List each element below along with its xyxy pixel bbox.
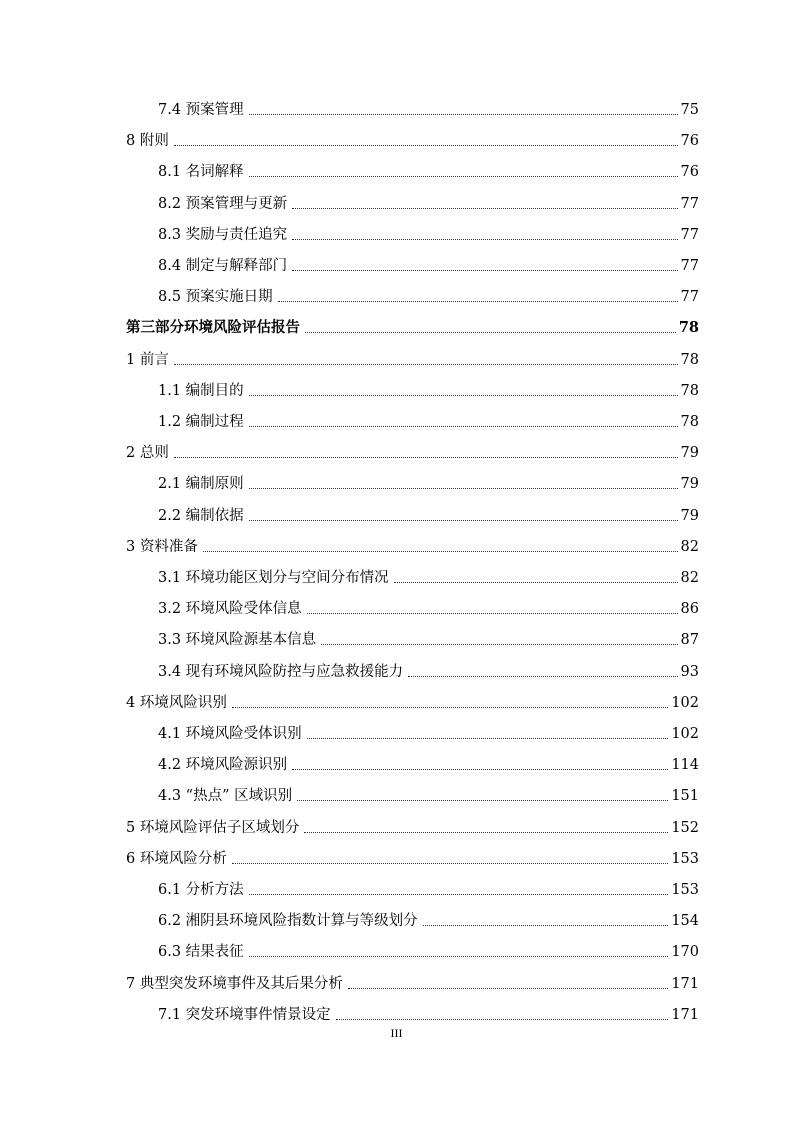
dot-leader <box>292 768 668 770</box>
toc-entry-page: 153 <box>671 882 699 898</box>
toc-entry-page: 86 <box>680 601 699 618</box>
toc-entry-page: 77 <box>680 195 699 212</box>
toc-entry-title: 4.1 环境风险受体识别 <box>158 726 302 742</box>
toc-entry[interactable] <box>158 999 699 1025</box>
toc-entry[interactable] <box>158 468 699 494</box>
dot-leader <box>249 175 678 177</box>
toc-entry-page: 102 <box>671 694 699 711</box>
toc-entry[interactable] <box>158 749 699 775</box>
toc-entry-title: 2.2 编制依据 <box>158 507 244 524</box>
dot-leader <box>232 706 668 708</box>
dot-leader <box>321 643 677 645</box>
toc-entry-title: 4.2 环境风险源识别 <box>158 757 288 774</box>
toc-entry-title: 8.5 预案实施日期 <box>158 289 273 306</box>
toc-entry[interactable] <box>158 562 699 588</box>
toc-entry[interactable] <box>126 125 699 151</box>
toc-entry-title: 7.4 预案管理 <box>158 102 244 118</box>
toc-entry-title: 4 环境风险识别 <box>126 694 227 711</box>
page-number: III <box>390 1026 403 1040</box>
toc-entry-title: 3.3 环境风险源基本信息 <box>158 632 317 649</box>
toc-entry[interactable] <box>158 874 699 900</box>
toc-entry-title: 3.2 环境风险受体信息 <box>158 601 302 618</box>
toc-entry-title: 1.1 编制目的 <box>158 382 244 399</box>
dot-leader <box>232 862 668 864</box>
dot-leader <box>307 612 678 614</box>
dot-leader <box>336 1018 669 1020</box>
toc-entry[interactable] <box>158 624 699 650</box>
toc-entry-title: 8.1 名词解释 <box>158 164 244 181</box>
toc-entry[interactable] <box>158 936 699 962</box>
toc-entry-title: 3.4 现有环境风险防控与应急救援能力 <box>158 663 404 680</box>
toc-entry-page: 171 <box>671 1006 699 1023</box>
toc-entry-page: 151 <box>671 788 699 805</box>
toc-entry-title: 2 总则 <box>126 445 169 462</box>
toc-entry-title: 4.3 “热点” 区域识别 <box>158 788 293 805</box>
toc-entry[interactable] <box>158 593 699 619</box>
dot-leader <box>174 363 678 365</box>
toc-entry[interactable] <box>158 219 699 245</box>
toc-entry-page: 78 <box>680 382 699 399</box>
toc-entry[interactable] <box>126 968 699 994</box>
toc-entry-title: 8.2 预案管理与更新 <box>158 195 288 212</box>
toc-entry-page: 102 <box>671 726 699 742</box>
toc-entry-page: 79 <box>680 445 699 462</box>
toc-entry-title: 6.3 结果表征 <box>158 944 244 961</box>
toc-entry-page: 82 <box>680 538 699 555</box>
toc-entry-title: 3 资料准备 <box>126 538 198 555</box>
toc-entry[interactable] <box>126 437 699 463</box>
toc-entry[interactable] <box>158 250 699 276</box>
toc-entry-title: 6 环境风险分析 <box>126 850 227 867</box>
dot-leader <box>348 987 668 989</box>
dot-leader <box>249 425 678 427</box>
dot-leader <box>174 456 678 458</box>
dot-leader <box>249 519 678 521</box>
toc-entry-title: 3.1 环境功能区划分与空间分布情况 <box>158 570 389 586</box>
toc-entry[interactable] <box>158 281 699 307</box>
toc-entry-title: 7.1 突发环境事件情景设定 <box>158 1006 331 1023</box>
toc-entry[interactable] <box>158 780 699 806</box>
toc-entry-title: 8.4 制定与解释部门 <box>158 258 288 274</box>
toc-entry-page: 78 <box>680 351 699 368</box>
dot-leader <box>249 955 669 957</box>
dot-leader <box>394 581 678 583</box>
toc-entry-title: 6.1 分析方法 <box>158 882 244 898</box>
toc-entry[interactable] <box>158 94 699 120</box>
toc-entry-page: 152 <box>671 819 699 836</box>
toc-entry-title: 5 环境风险评估子区域划分 <box>126 819 300 836</box>
toc-entry[interactable] <box>126 312 699 338</box>
toc-entry[interactable] <box>126 843 699 869</box>
toc-entry-page: 77 <box>680 226 699 243</box>
toc-entry-page: 79 <box>680 476 699 493</box>
toc-entry[interactable] <box>158 406 699 432</box>
dot-leader <box>249 893 669 895</box>
dot-leader <box>249 487 678 489</box>
toc-entry-page: 114 <box>671 757 699 774</box>
toc-entry-page: 170 <box>671 944 699 961</box>
dot-leader <box>249 113 678 115</box>
toc-entry-page: 77 <box>680 289 699 306</box>
dot-leader <box>278 300 678 302</box>
toc-entry-page: 78 <box>680 414 699 430</box>
toc-entry[interactable] <box>158 656 699 682</box>
toc-entry-title: 第三部分环境风险评估报告 <box>126 319 300 337</box>
dot-leader <box>304 831 668 833</box>
dot-leader <box>249 394 678 396</box>
toc-entry-title: 1.2 编制过程 <box>158 414 244 430</box>
dot-leader <box>174 144 678 146</box>
dot-leader <box>423 924 669 926</box>
toc-entry-title: 6.2 湘阴县环境风险指数计算与等级划分 <box>158 913 418 930</box>
toc-entry-page: 87 <box>680 632 699 649</box>
toc-entry-page: 76 <box>680 164 699 181</box>
dot-leader <box>408 675 677 677</box>
toc-entry[interactable] <box>158 375 699 401</box>
toc-entry[interactable] <box>158 905 699 931</box>
dot-leader <box>307 737 669 739</box>
toc-entry-title: 8.3 奖励与责任追究 <box>158 226 288 243</box>
toc-entry-title: 8 附则 <box>126 133 169 150</box>
toc-entry[interactable] <box>126 531 699 557</box>
toc-entry-page: 76 <box>680 133 699 150</box>
toc-entry-page: 82 <box>680 570 699 586</box>
toc-entry[interactable] <box>158 188 699 214</box>
toc-entry-page: 75 <box>680 102 699 118</box>
toc-entry[interactable] <box>126 344 699 370</box>
dot-leader <box>292 207 677 209</box>
toc-entry[interactable] <box>158 718 699 744</box>
toc-entry-page: 93 <box>680 663 699 680</box>
toc-entry-title: 2.1 编制原则 <box>158 476 244 493</box>
toc-entry-page: 153 <box>671 850 699 867</box>
toc-entry-title: 1 前言 <box>126 351 169 368</box>
toc-entry[interactable] <box>126 812 699 838</box>
toc-entry-page: 77 <box>680 258 699 274</box>
dot-leader <box>203 550 678 552</box>
toc-entry-title: 7 典型突发环境事件及其后果分析 <box>126 975 343 992</box>
toc-entry[interactable] <box>158 500 699 526</box>
toc-entry-page: 154 <box>671 913 699 930</box>
dot-leader <box>297 799 668 801</box>
dot-leader <box>292 269 677 271</box>
toc-entry[interactable] <box>126 687 699 713</box>
dot-leader <box>292 238 677 240</box>
toc-entry[interactable] <box>158 156 699 182</box>
toc-entry-page: 79 <box>680 507 699 524</box>
toc-entry-page: 78 <box>678 319 699 337</box>
dot-leader <box>305 331 676 333</box>
toc-entry-page: 171 <box>671 975 699 992</box>
